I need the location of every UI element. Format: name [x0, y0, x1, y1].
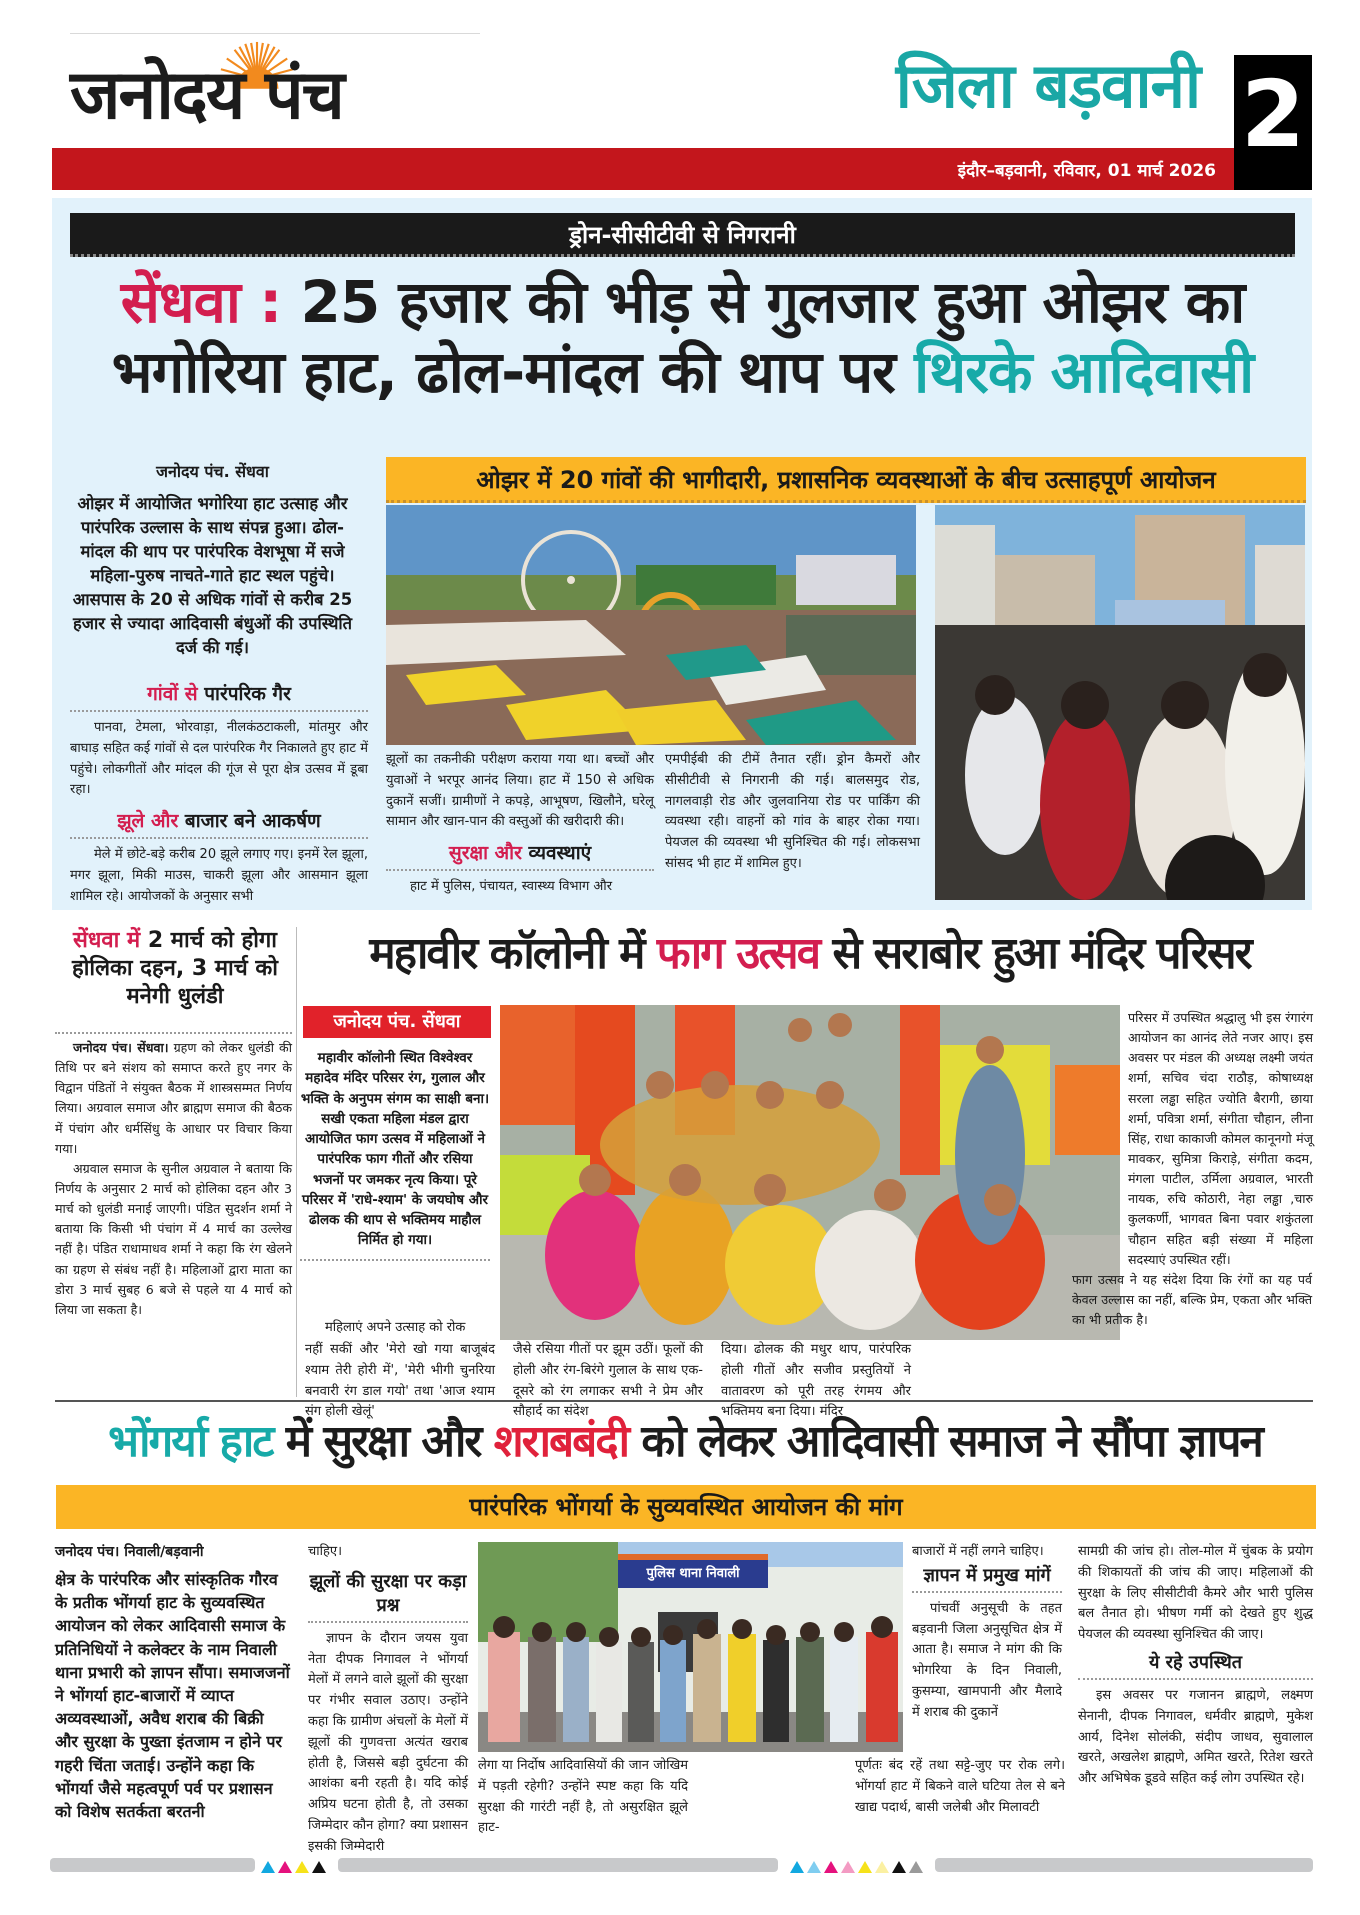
subhead: सुरक्षा और व्यवस्थाएं [386, 839, 654, 871]
paragraph: लेगा या निर्दोष आदिवासियों की जान जोखिम में पड़ती रहेगी? उन्होंने स्पष्ट कहा कि यदि सुरक्षा की गारंटी नहीं है, तो असुरक्षित झूले हाट- [478, 1758, 688, 1836]
subhead: झूले और बाजार बने आकर्षण [70, 807, 368, 839]
story-column-2 [386, 750, 654, 898]
paragraph: अग्रवाल समाज के सुनील अग्रवाल ने बताया कि निर्णय के अनुसार 2 मार्च को होलिका दहन और 3 मार्च को धुलंडी मनाई जाएगी। पंडित सुदर्शन शर्मा ने बताया कि किसी भी पंचांग में 4 मार्च का उल्लेख नहीं है। पंडित राधामाधव शर्मा ने कहा कि रंग खेलने का ग्रहण से संबंध नहीं है। महिलाओं द्वारा माता का डोरा 3 मार्च सुबह 6 बजे से पहले या 4 मार्च को लिया जा सकता है। [55, 1160, 292, 1317]
registration-marks [790, 1858, 926, 1877]
story-intro: महावीर कॉलोनी स्थित विश्वेश्वर महादेव मंदिर परिसर रंग, गुलाल और भक्ति के अनुपम संगम का साक्षी बना। सखी एकता महिला मंडल द्वारा आयोजित फाग उत्सव में महिलाओं ने पारंपरिक फाग गीतों और रसिया भजनों पर जमकर नृत्य किया। पूरे परिसर में 'राधे-श्याम' के जयघोष और ढोलक की थाप से भक्तिमय माहौल निर्मित हो गया। [300, 1048, 490, 1261]
yellow-triangle-icon [858, 1861, 872, 1873]
section-title: जिला बड़वानी [895, 49, 1200, 122]
svg-text:पुलिस थाना निवाली: पुलिस थाना निवाली [646, 1566, 740, 1581]
yellow-triangle-icon [295, 1861, 309, 1873]
light-yellow-triangle-icon [875, 1861, 889, 1873]
sidebar-headline[interactable]: सेंधवा में 2 मार्च को होगा होलिका दहन, 3 मार्च को मनेगी धुलंडी [72, 928, 278, 1009]
registration-marks [261, 1858, 329, 1877]
crowd-photo-image [935, 505, 1305, 900]
photo-fag-utsav[interactable] [500, 1005, 1120, 1340]
subhead: ये रहे उपस्थित [1078, 1650, 1313, 1680]
footer-bar [935, 1858, 1313, 1872]
fair-photo-image [386, 505, 916, 745]
magenta-triangle-icon [278, 1861, 292, 1873]
logo-wordmark: जनोदय पंच [70, 56, 343, 135]
story2-bottom-columns [305, 1340, 1105, 1423]
story-lead: महिलाएं अपने उत्साह को रोक [325, 1320, 466, 1335]
paragraph: सामग्री की जांच हो। तोल-मोल में चुंबक के प्रयोग की शिकायतों की जांच की जाए। महिलाओं की सुरक्षा के लिए सीसीटीवी कैमरे और भारी पुलिस बल तैनात हो। भीषण गर्मी को देखते हुए शुद्ध पेयजल की व्यवस्था सुनिश्चित की जाए। [1078, 1544, 1313, 1643]
photo-fair-rides[interactable] [386, 505, 916, 745]
paragraph: पूर्णतः बंद रहें तथा सट्टे-जुए पर रोक लगे। भोंगर्या हाट में बिकने वाले घटिया तेल से बने खाद्य पदार्थ, बासी जलेबी और मिलावटी [855, 1758, 1065, 1815]
paragraph: ज्ञापन के दौरान जयस युवा नेता दीपक निगावल ने भोंगर्या मेलों में लगने वाले झूलों की सुरक्षा पर गंभीर सवाल उठाए। उन्होंने कहा कि ग्रामीण अंचलों के मेलों में झूलों की गुणवत्ता अत्यंत खराब होती है, जिससे बड़ी दुर्घटना की आशंका बनी रहती है। यदि कोई अप्रिय घटना होती है, तो उसका जिम्मेदार कौन होगा? क्या प्रशासन इसकी जिम्मेदारी [308, 1630, 468, 1854]
story-column-3 [665, 750, 920, 875]
story-column-1 [70, 680, 368, 908]
photo-crowd[interactable] [935, 505, 1305, 900]
cyan-triangle-icon [261, 1861, 275, 1873]
story-kicker: ड्रोन-सीसीटीवी से निगरानी [70, 213, 1295, 257]
grey-triangle-icon [909, 1861, 923, 1873]
subhead: ज्ञापन में प्रमुख मांगें [912, 1563, 1062, 1593]
magenta-triangle-icon [824, 1861, 838, 1873]
story-headline[interactable]: भोंगर्या हाट में सुरक्षा और शराबबंदी को लेकर आदिवासी समाज ने सौंपा ज्ञापन [108, 1416, 1262, 1467]
story-headline[interactable]: महावीर कॉलोनी में फाग उत्सव से सराबोर हुआ मंदिर परिसर [369, 928, 1251, 979]
story3-column-4: बाजारों में नहीं लगने चाहिए। ज्ञापन में प्रमुख मांगें पांचवीं अनुसूची के तहत बड़वानी जिला अनुसूचित क्षेत्र में आता है। समाज ने मांग की कि भोगरिया के दिन निवाली, कुसम्या, खामपानी और मैलादे में शराब की दुकानें [912, 1542, 1062, 1724]
story-deck: ओझर में 20 गांवों की भागीदारी, प्रशासनिक व्यवस्थाओं के बीच उत्साहपूर्ण आयोजन [386, 457, 1306, 503]
subhead: झूलों की सुरक्षा पर कड़ा प्रश्न [308, 1569, 468, 1623]
paragraph: पांचवीं अनुसूची के तहत बड़वानी जिला अनुसूचित क्षेत्र में आता है। समाज ने मांग की कि भोगरिया के दिन निवाली, कुसम्या, खामपानी और मैलादे में शराब की दुकानें [912, 1600, 1062, 1720]
masthead-rule [70, 33, 480, 34]
sidebar-body [55, 1032, 292, 1320]
paragraph: मेले में छोटे-बड़े करीब 20 झूले लगाए गए। इनमें रेल झूला, मगर झूला, मिकी माउस, चाकरी झूला और आसमान झूला शामिल रहे। आयोजकों के अनुसार सभी [70, 847, 368, 904]
section-divider [55, 1400, 1313, 1402]
light-magenta-triangle-icon [841, 1861, 855, 1873]
story3-column-2: चाहिए। झूलों की सुरक्षा पर कड़ा प्रश्न ज्ञापन के दौरान जयस युवा नेता दीपक निगावल ने भोंगर्या मेलों में लगने वाले झूलों की सुरक्षा पर गंभीर सवाल उठाए। उन्होंने कहा कि ग्रामीण अंचलों के मेलों में झूलों की गुणवत्ता अत्यंत खराब होती है, जिससे बड़ी दुर्घटना की आशंका बनी रहती है। यदि कोई अप्रिय घटना होती है, तो उसका जिम्मेदार कौन होगा? क्या प्रशासन इसकी जिम्मेदारी [308, 1542, 468, 1858]
paragraph: पानवा, टेमला, भोरवाड़ा, नीलकंठटाकली, मांतमुर और बाघाड़ सहित कई गांवों से दल पारंपरिक गैर निकालते हुए हाट में पहुंचे। लोकगीतों और मांदल की गूंज से पूरा क्षेत्र उत्सव में डूबा रहा। [70, 720, 368, 798]
paragraph: इस अवसर पर गजानन ब्राह्मणे, लक्ष्मण सेनानी, दीपक निगावल, धर्मवीर ब्राह्मणे, मुकेश आर्य, दिनेश सोलंकी, संदीप जाधव, सुवालाल खरते, अखलेश ब्राह्मणे, अमित खरते, रितेश खरते और अभिषेक डूडवे सहित कई लोग उपस्थित रहे। [1078, 1687, 1313, 1787]
newspaper-logo[interactable] [70, 40, 430, 140]
byline-tag: जनोदय पंच. सेंधवा [303, 1006, 491, 1038]
black-triangle-icon [892, 1861, 906, 1873]
police-station-photo-image [478, 1542, 903, 1752]
paragraph: फाग उत्सव ने यह संदेश दिया कि रंगों का यह पर्व केवल उल्लास का नहीं, बल्कि प्रेम, एकता और भक्ति का भी प्रतीक है। [1072, 1271, 1312, 1328]
story3-column-5 [1078, 1542, 1313, 1790]
subhead: गांवों से पारंपरिक गैर [70, 680, 368, 712]
paragraph: एमपीईबी की टीमें तैनात रहीं। ड्रोन कैमरों और सीसीटीवी से निगरानी की गई। बालसमुद रोड, नागलवाड़ी रोड और जुलवानिया रोड पर पार्किंग की व्यवस्था रही। वाहनों को गांव के बाहर रोका गया। पेयजल की व्यवस्था भी सुनिश्चित की गई। लोकसभा सांसद भी हाट में शामिल हुए। [665, 752, 920, 871]
paragraph: हाट में पुलिस, पंचायत, स्वास्थ्य विभाग और [410, 879, 613, 895]
story2-right-column [1072, 1008, 1313, 1330]
black-triangle-icon [312, 1861, 326, 1873]
paragraph: परिसर में उपस्थित श्रद्धालु भी इस रंगारंग आयोजन का आनंद लेते नजर आए। इस अवसर पर मंडल की अध्यक्ष लक्ष्मी जयंत शर्मा, सचिव चंदा राठौड़, कोषाध्यक्ष सरला लड्ढा सहित ज्योति बैरागी, छाया शर्मा, पवित्रा शर्मा, संगीता चौहान, लीना सिंह, राधा काकाजी कोमल कानूनगो मंजू मावकर, सुमित्रा किराड़े, संगीता कदम, मंगला पाटील, उर्मिला अग्रवाल, भारती नायक, रुचि कोठारी, नेहा लड्ढा ,चारु कुलकर्णी, भागवत बिना पवार शकुंतला चौहान सहित बड़ी संख्या में महिला सदस्याएं उपस्थित रहीं। [1128, 1010, 1313, 1267]
fag-utsav-photo-image [500, 1005, 1120, 1340]
cyan-triangle-icon [790, 1861, 804, 1873]
paragraph: जनोदय पंच। सेंधवा। ग्रहण को लेकर धुलंडी की तिथि पर बने संशय को समाप्त करते हुए नगर के विद्वान पंडितों ने संयुक्त बैठक में शास्त्रसम्मत निर्णय लिया। अग्रवाल समाज और ब्राह्मण समाज की बैठक में पंचांग और धर्मसिंधु के आधार पर विचार किया गया। [55, 1040, 292, 1156]
footer-bar [50, 1858, 255, 1872]
paragraph: दिया। ढोलक की मधुर थाप, पारंपरिक होली गीतों और सजीव प्रस्तुतियों ने वातावरण को पूरी तरह रंगमय और भक्तिमय बना दिया। मंदिर [721, 1342, 911, 1420]
story-intro: क्षेत्र के पारंपरिक और सांस्कृतिक गौरव के प्रतीक भोंगर्या हाट के सुव्यवस्थित आयोजन को लेकर आदिवासी समाज के प्रतिनिधियों ने कलेक्टर के नाम निवाली थाना प्रभारी को ज्ञापन सौंपा। समाजजनों ने भोंगर्या हाट-बाजारों में व्याप्त अव्यवस्थाओं, अवैध शराब की बिक्री और सुरक्षा के पुख्ता इंतजाम न होने पर गहरी चिंता जताई। उन्होंने कहा कि भोंगर्या जैसे महत्वपूर्ण पर्व पर प्रशासन को विशेष सतर्कता बरतनी [55, 1570, 290, 1821]
dateline: इंदौर–बड़वानी, रविवार, 01 मार्च 2026 [957, 161, 1216, 181]
byline: जनोदय पंच. सेंधवा [156, 462, 269, 481]
paragraph: झूलों का तकनीकी परीक्षण कराया गया था। बच्चों और युवाओं ने भरपूर आनंद लिया। हाट में 150 से अधिक दुकानें सजीं। ग्रामीणों ने कपड़े, आभूषण, खिलौने, घरेलू सामान और खान-पान की वस्तुओं की खरीदारी की। [386, 752, 654, 830]
story-intro: ओझर में आयोजित भगोरिया हाट उत्साह और पारंपरिक उल्लास के साथ संपन्न हुआ। ढोल-मांदल की थाप पर पारंपरिक वेशभूषा में सजे महिला-पुरुष नाचते-गाते हाट स्थल पहुंचे। आसपास के 20 से अधिक गांवों से करीब 25 हजार से ज्यादा आदिवासी बंधुओं की उपस्थिति दर्ज की गई। [72, 494, 353, 657]
story3-column-4-bottom [700, 1756, 1065, 1818]
paragraph: जैसे रसिया गीतों पर झूम उठीं। फूलों की होली और रंग-बिरंगे गुलाल के साथ एक-दूसरे को रंग लगाकर सभी ने प्रेम और सौहार्द का संदेश [513, 1342, 703, 1420]
light-cyan-triangle-icon [807, 1861, 821, 1873]
column-divider [296, 927, 297, 1397]
page-number: 2 [1234, 55, 1312, 190]
footer-bar [338, 1858, 778, 1872]
story-headline[interactable]: सेंधवा : 25 हजार की भीड़ से गुलजार हुआ ओझर का भगोरिया हाट, ढोल-मांदल की थाप पर थिरके आदिवासी [111, 268, 1254, 406]
paragraph: नहीं सकीं और 'मेरो खो गया बाजूबंद श्याम तेरी होरी में', 'मेरी भीगी चुनरिया बनवारी रंग डाल गयो' तथा 'आज श्याम संग होली खेलूं' [305, 1342, 495, 1420]
photo-police-station[interactable] [478, 1542, 903, 1752]
story-deck: पारंपरिक भोंगर्या के सुव्यवस्थित आयोजन की मांग [56, 1485, 1316, 1529]
story3-column-3 [478, 1756, 688, 1839]
masthead-band [52, 148, 1234, 190]
byline: जनोदय पंच। निवाली/बड़वानी [55, 1544, 204, 1560]
